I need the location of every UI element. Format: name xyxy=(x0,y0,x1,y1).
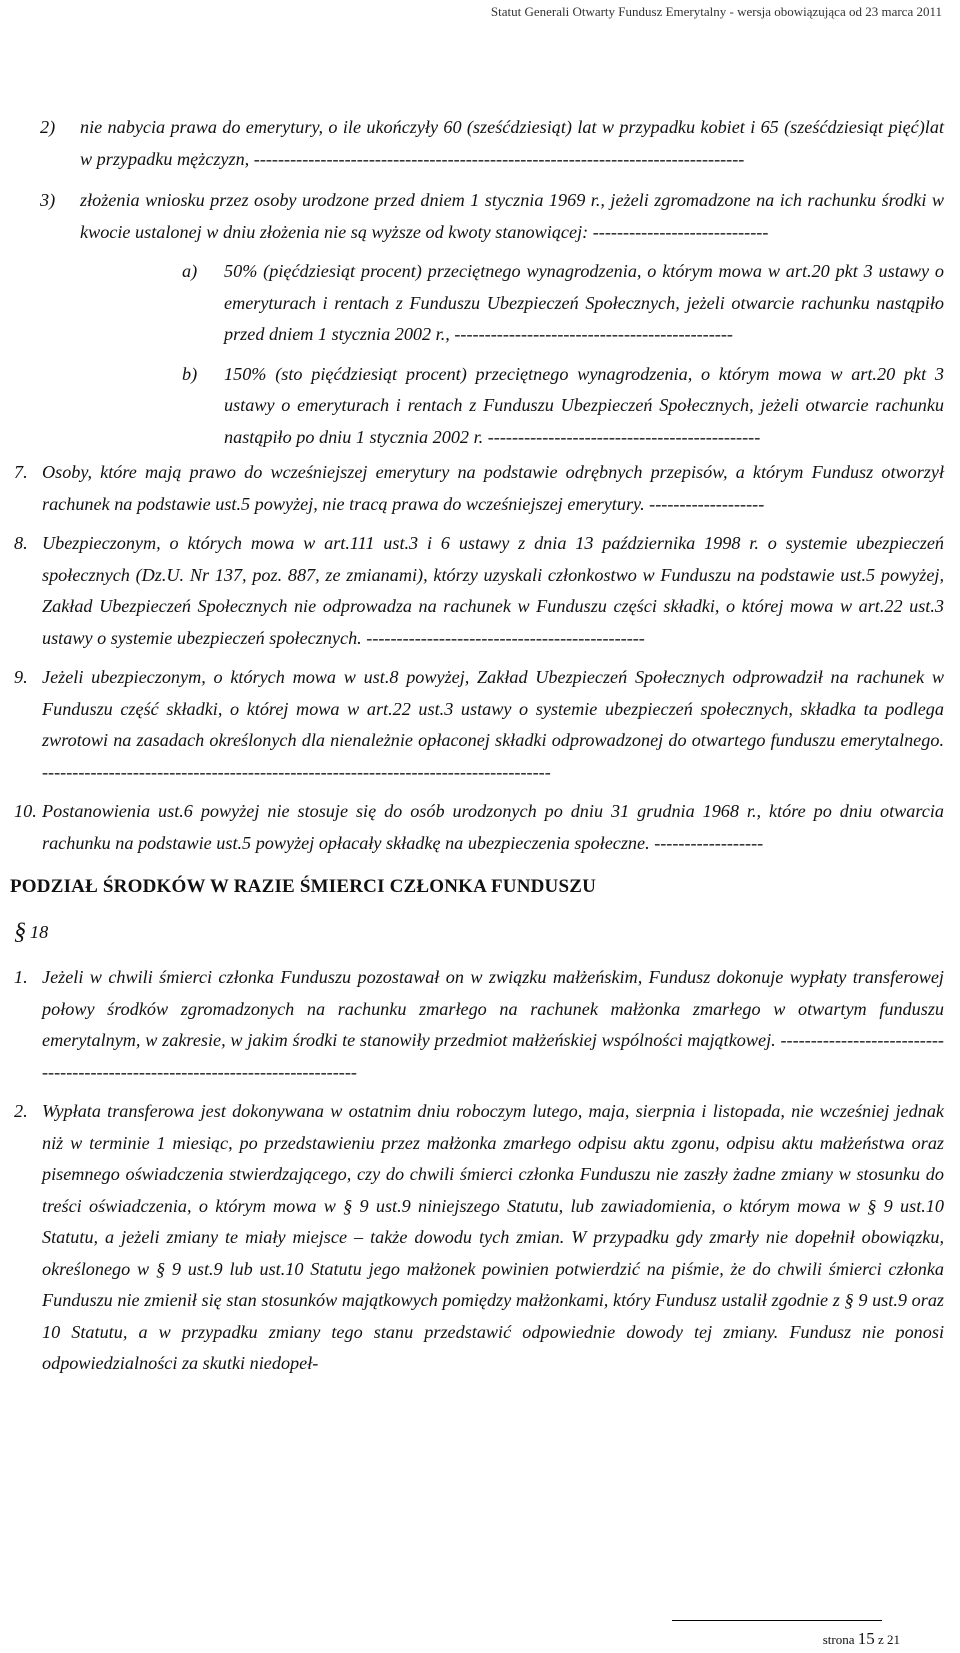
list-item xyxy=(14,112,944,175)
item-text: Jeżeli ubezpieczonym, o których mowa w ust.8 powyżej, Zakład Ubezpieczeń Społecznych odprowadził na rachunek w Funduszu część składki, o której mowa w art.22 ust.3 ustawy o systemie ubezpieczeń społecznych, składka ta podlega zwrotowi na zasadach określonych dla nienależnie opłaconej składki odprowadzonej do otwartego funduszu emerytalnego. ------------------------------------------------------------------------------------ xyxy=(42,667,944,782)
page-header xyxy=(0,0,960,30)
footer-rule xyxy=(672,1620,882,1621)
list-item xyxy=(14,359,944,454)
item-label: 2. xyxy=(14,1101,28,1121)
item-label: 8. xyxy=(14,533,28,553)
footer-prefix: strona xyxy=(822,1632,855,1647)
item-label: 3) xyxy=(40,190,56,210)
item-text: Ubezpieczonym, o których mowa w art.111 ust.3 i 6 ustawy z dnia 13 października 1998 r. o systemie ubezpieczeń społecznych (Dz.U. Nr 137, poz. 887, ze zmianami), którzy uzyskali członkostwo w Funduszu na podstawie ust.5 powyżej, Zakład Ubezpieczeń Społecznych nie odprowadza na rachunek w Funduszu części składki, o której mowa w art.22 ust.3 ustawy o systemie ubezpieczeń społecznych. ---------------------------------------------- xyxy=(42,533,944,648)
page-number: 15 xyxy=(857,1629,875,1648)
item-text: nie nabycia prawa do emerytury, o ile ukończyły 60 (sześćdziesiąt) lat w przypadku kobiet i 65 (sześćdziesiąt pięć)lat w przypadku mężczyzn, --------------------------------------------------------------------------------- xyxy=(80,117,944,169)
header-text: Statut Generali Otwarty Fundusz Emerytalny - wersja obowiązująca od 23 marca 2011 xyxy=(490,4,942,19)
item-label: 1. xyxy=(14,967,28,987)
item-label: 9. xyxy=(14,667,28,687)
item-label: 2) xyxy=(40,117,56,137)
page-total: z 21 xyxy=(877,1632,900,1647)
item-label: a) xyxy=(182,261,198,281)
section-heading: PODZIAŁ ŚRODKÓW W RAZIE ŚMIERCI CZŁONKA FUNDUSZU xyxy=(10,876,597,897)
item-text: 150% (sto pięćdziesiąt procent) przeciętnego wynagrodzenia, o którym mowa w art.20 pkt 3 ustawy o emeryturach i rentach z Funduszu Ubezpieczeń Społecznych, jeżeli otwarcie rachunku nastąpiło po dniu 1 stycznia 2002 r. --------------------------------------------- xyxy=(224,363,944,447)
section-symbol: § xyxy=(14,918,26,945)
list-item xyxy=(14,185,944,248)
item-text: Jeżeli w chwili śmierci członka Funduszu pozostawał on w związku małżeńskim, Fundusz dokonuje wypłaty transferowej połowy środków zgromadzonych na rachunku zmarłego na rachunek małżonka zmarłego w otwartym funduszu emerytalnym, w zakresie, w jakim środki te stanowiły przedmiot małżeńskiej wspólności majątkowej. ------------------------------------------------------------------------------- xyxy=(42,967,944,1082)
item-text: złożenia wniosku przez osoby urodzone przed dniem 1 stycznia 1969 r., jeżeli zgromadzone na ich rachunku środki w kwocie ustalonej w dniu złożenia nie są wyższe od kwoty stanowiącej: ----------------------------- xyxy=(80,190,944,242)
list-item xyxy=(14,457,944,520)
item-label: 10. xyxy=(14,801,37,821)
item-text: Osoby, które mają prawo do wcześniejszej emerytury na podstawie odrębnych przepisów, a którym Fundusz otworzył rachunek na podstawie ust.5 powyżej, nie tracą prawa do wcześniejszej emerytury. ------------------- xyxy=(42,462,944,514)
list-item xyxy=(14,796,944,859)
document-body xyxy=(10,112,944,1380)
list-item xyxy=(14,662,944,788)
item-text: 50% (pięćdziesiąt procent) przeciętnego wynagrodzenia, o którym mowa w art.20 pkt 3 ustawy o emeryturach i rentach z Funduszu Ubezpieczeń Społecznych, jeżeli otwarcie rachunku nastąpiło przed dniem 1 stycznia 2002 r., ---------------------------------------------- xyxy=(224,261,944,344)
paragraph-mark xyxy=(14,917,944,949)
list-item xyxy=(14,1096,944,1380)
list-item xyxy=(14,256,944,351)
item-label: 7. xyxy=(14,462,28,482)
paragraph-number: 18 xyxy=(30,921,49,942)
item-label: b) xyxy=(182,363,198,384)
item-text: Wypłata transferowa jest dokonywana w ostatnim dniu roboczym lutego, maja, sierpnia i listopada, nie wcześniej jednak niż w terminie 1 miesiąc, po przedstawieniu przez małżonka zmarłego odpisu aktu zgonu, odpisu aktu małżeństwa oraz pisemnego oświadczenia stwierdzającego, czy do chwili śmierci członka Funduszu nie zaszły żadne zmiany w stosunku do treści oświadczenia, o którym mowa w § 9 ust.9 niniejszego Statutu, lub zawiadomienia, o którym mowa w § 9 ust.10 Statutu, a jeżeli zmiany te miały miejsce – także dowodu tych zmian. W przypadku gdy zmarły nie dopełnił obowiązku, określonego w § 9 ust.9 lub ust.10 Statutu jego małżonek powinien potwierdzić na piśmie, że do chwili śmierci członka Funduszu nie zmienił się stan stosunków majątkowych pomiędzy małżonkami, który Fundusz ustalił zgodnie z § 9 ust.9 oraz 10 Statutu, a w przypadku zmiany tego stanu przedstawić odpowiednie dowody tej zmiany. Fundusz nie ponosi odpowiedzialności za skutki niedopeł- xyxy=(42,1101,944,1373)
list-item xyxy=(14,962,944,1088)
list-item xyxy=(14,528,944,654)
page-footer xyxy=(823,1629,900,1649)
item-text: Postanowienia ust.6 powyżej nie stosuje się do osób urodzonych po dniu 31 grudnia 1968 r., które po dniu otwarcia rachunku na podstawie ust.5 powyżej opłacały składkę na ubezpieczenia społeczne. ------------------ xyxy=(42,801,944,853)
